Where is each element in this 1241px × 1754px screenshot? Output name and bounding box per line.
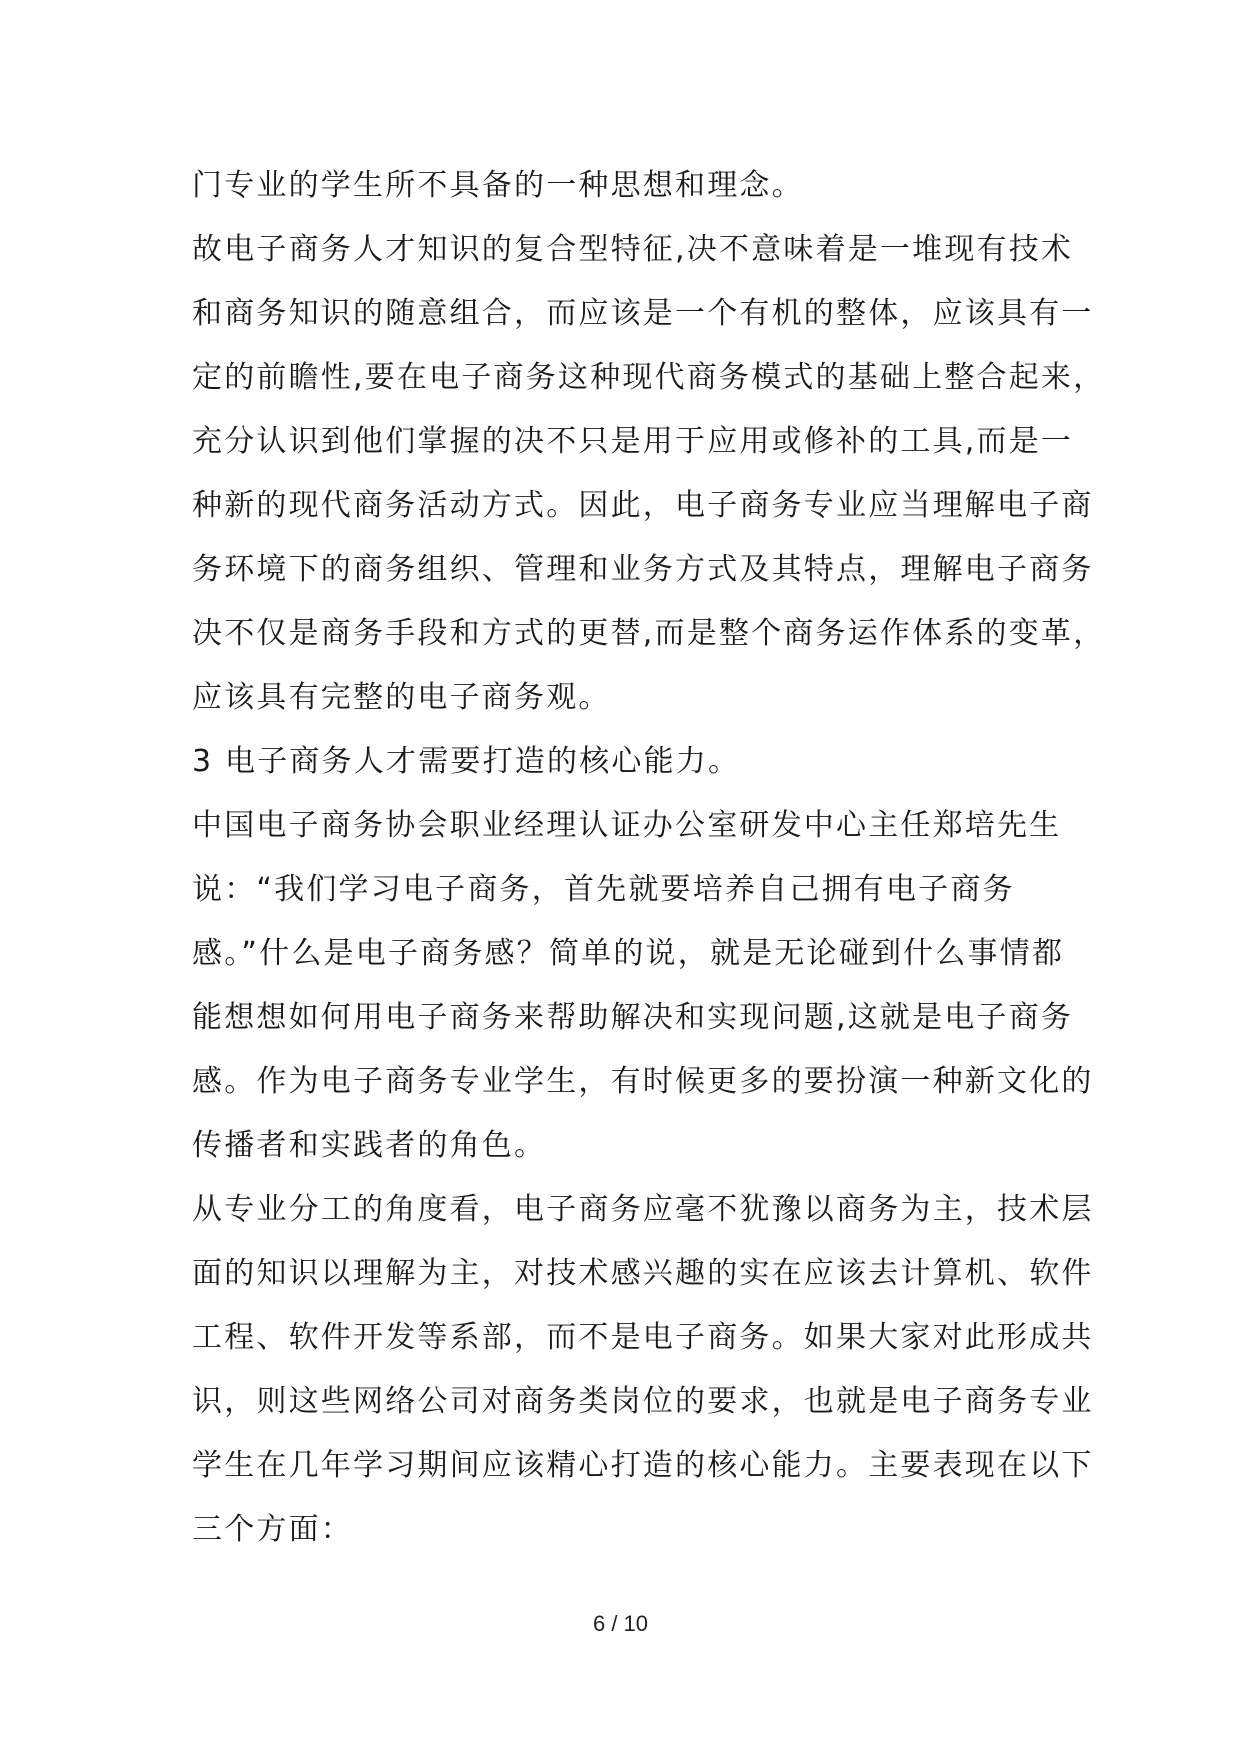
- text-line: 能想想如何用电子商务来帮助解决和实现问题,这就是电子商务: [192, 1000, 1074, 1035]
- text-line: 故电子商务人才知识的复合型特征,决不意味着是一堆现有技术: [192, 232, 1074, 267]
- text-line: 务环境下的商务组织、管理和业务方式及其特点，理解电子商务: [192, 552, 1094, 587]
- text-line: 从专业分工的角度看，电子商务应毫不犹豫以商务为主，技术层: [192, 1192, 1094, 1227]
- text-line: 说：“我们学习电子商务，首先就要培养自己拥有电子商务: [192, 872, 1015, 907]
- text-line: 应该具有完整的电子商务观。: [192, 680, 611, 715]
- body-text: [192, 154, 1106, 1562]
- text-line: 和商务知识的随意组合，而应该是一个有机的整体，应该具有一: [192, 296, 1094, 331]
- text-line: 中国电子商务协会职业经理认证办公室研发中心主任郑培先生: [192, 808, 1062, 843]
- text-line: 种新的现代商务活动方式。因此，电子商务专业应当理解电子商: [192, 488, 1094, 523]
- text-line: 三个方面：: [192, 1512, 353, 1547]
- text-line: 门专业的学生所不具备的一种思想和理念。: [192, 168, 804, 203]
- text-line: 充分认识到他们掌握的决不只是用于应用或修补的工具,而是一: [192, 424, 1074, 459]
- text-line: 面的知识以理解为主，对技术感兴趣的实在应该去计算机、软件: [192, 1256, 1094, 1291]
- text-line: 识，则这些网络公司对商务类岗位的要求，也就是电子商务专业: [192, 1384, 1094, 1419]
- text-line: 定的前瞻性,要在电子商务这种现代商务模式的基础上整合起来，: [192, 360, 1106, 395]
- text-line: 决不仅是商务手段和方式的更替,而是整个商务运作体系的变革，: [192, 616, 1106, 651]
- text-line: 传播者和实践者的角色。: [192, 1128, 547, 1163]
- section-heading: 3 电子商务人才需要打造的核心能力。: [192, 744, 741, 779]
- text-line: 感。作为电子商务专业学生，有时候更多的要扮演一种新文化的: [192, 1064, 1094, 1099]
- text-line: 感。”什么是电子商务感？简单的说，就是无论碰到什么事情都: [192, 936, 1065, 971]
- text-line: 工程、软件开发等系部，而不是电子商务。如果大家对此形成共: [192, 1320, 1094, 1355]
- text-line: 学生在几年学习期间应该精心打造的核心能力。主要表现在以下: [192, 1448, 1094, 1483]
- page-number: 6 / 10: [592, 1611, 649, 1636]
